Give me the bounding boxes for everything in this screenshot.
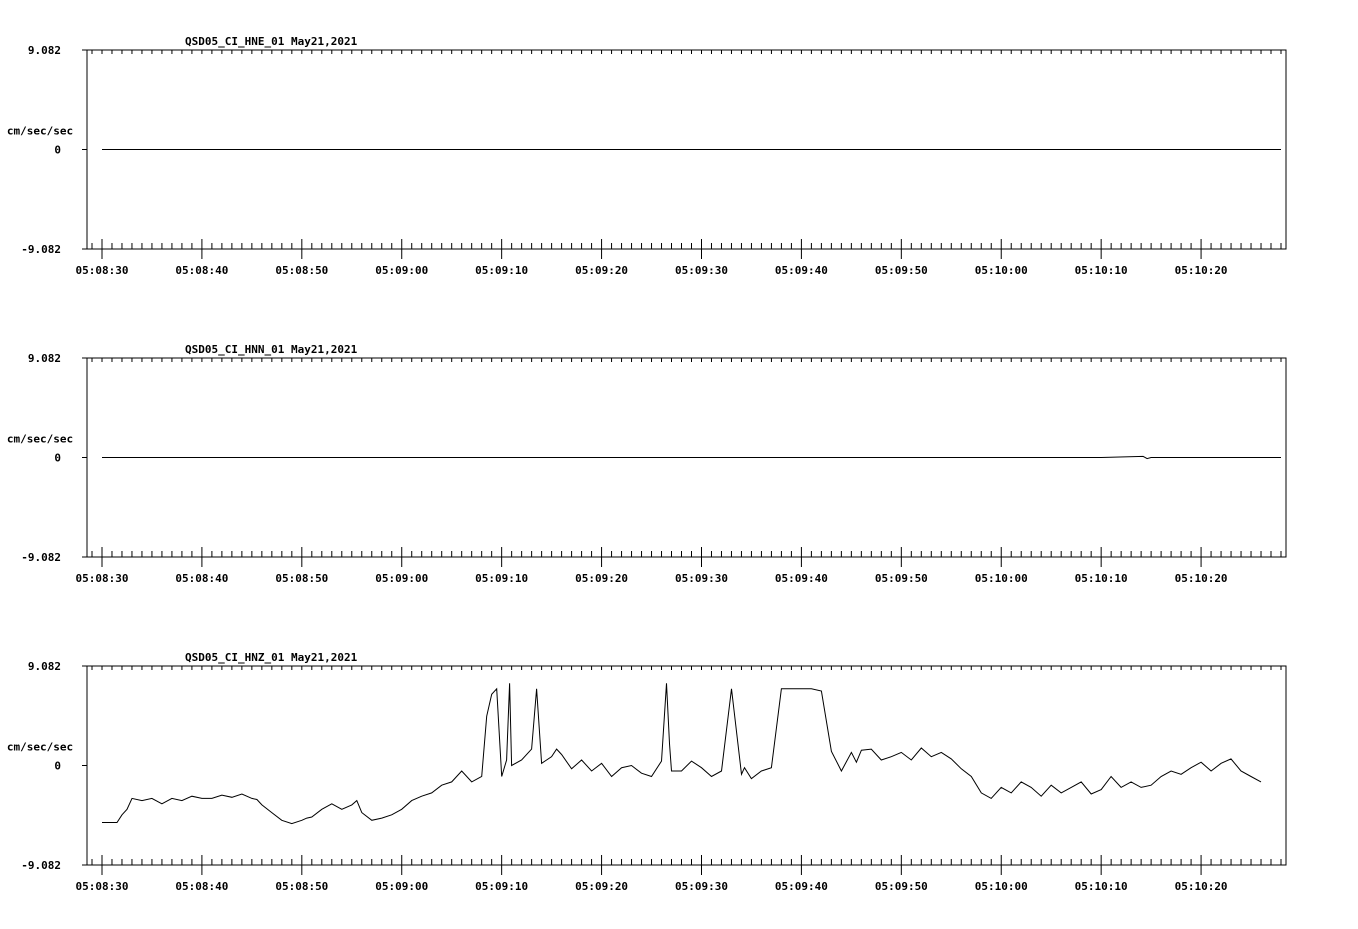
x-tick-label: 05:09:30 xyxy=(674,880,728,893)
x-tick-label: 05:10:10 xyxy=(1074,572,1128,585)
x-tick-label: 05:08:40 xyxy=(175,880,229,893)
y-tick-label: -9.082 xyxy=(21,243,61,256)
x-tick-label: 05:10:10 xyxy=(1074,880,1128,893)
y-tick-label: 0 xyxy=(54,143,61,157)
x-tick-label: 05:08:40 xyxy=(175,572,229,585)
x-tick-label: 05:10:00 xyxy=(974,572,1028,585)
x-tick-label: 05:09:20 xyxy=(575,264,629,277)
x-tick-label: 05:09:50 xyxy=(874,572,928,585)
chart-title: QSD05_CI_HNE_01 May21,2021 xyxy=(185,35,358,48)
y-tick-label: -9.082 xyxy=(21,551,61,564)
x-tick-label: 05:08:50 xyxy=(275,264,329,277)
x-tick-label: 05:09:10 xyxy=(475,264,529,277)
x-tick-label: 05:09:00 xyxy=(375,880,429,893)
y-axis-label: cm/sec/sec xyxy=(6,432,74,446)
x-tick-label: 05:09:50 xyxy=(874,264,928,277)
x-tick-label: 05:10:00 xyxy=(974,264,1028,277)
y-tick-label: 0 xyxy=(54,759,61,773)
x-tick-label: 05:09:40 xyxy=(774,880,828,893)
y-axis-label: cm/sec/sec xyxy=(6,124,74,138)
x-tick-label: 05:09:20 xyxy=(575,880,629,893)
x-tick-label: 05:08:30 xyxy=(75,880,129,893)
x-tick-label: 05:10:20 xyxy=(1174,880,1228,893)
y-axis-label: cm/sec/sec xyxy=(6,740,74,754)
x-tick-label: 05:08:50 xyxy=(275,572,329,585)
y-tick-label: 9.082 xyxy=(27,660,61,673)
x-tick-label: 05:08:50 xyxy=(275,880,329,893)
x-tick-label: 05:09:40 xyxy=(774,264,828,277)
x-tick-label: 05:09:00 xyxy=(375,572,429,585)
y-tick-label: 9.082 xyxy=(27,352,61,365)
x-tick-label: 05:10:20 xyxy=(1174,572,1228,585)
x-tick-label: 05:09:40 xyxy=(774,572,828,585)
x-tick-label: 05:09:30 xyxy=(674,572,728,585)
x-tick-label: 05:09:10 xyxy=(475,880,529,893)
x-tick-label: 05:10:00 xyxy=(974,880,1028,893)
x-tick-label: 05:09:30 xyxy=(674,264,728,277)
x-tick-label: 05:09:10 xyxy=(475,572,529,585)
x-tick-label: 05:08:30 xyxy=(75,264,129,277)
y-tick-label: 9.082 xyxy=(27,44,61,57)
chart-title: QSD05_CI_HNN_01 May21,2021 xyxy=(185,343,358,356)
x-tick-label: 05:09:00 xyxy=(375,264,429,277)
x-tick-label: 05:10:10 xyxy=(1074,264,1128,277)
x-tick-label: 05:09:50 xyxy=(874,880,928,893)
x-tick-label: 05:10:20 xyxy=(1174,264,1228,277)
chart-title: QSD05_CI_HNZ_01 May21,2021 xyxy=(185,651,358,664)
trace-line xyxy=(102,456,1281,458)
y-tick-label: -9.082 xyxy=(21,859,61,872)
y-tick-label: 0 xyxy=(54,451,61,465)
x-tick-label: 05:09:20 xyxy=(575,572,629,585)
x-tick-label: 05:08:40 xyxy=(175,264,229,277)
trace-line xyxy=(102,683,1261,823)
x-tick-label: 05:08:30 xyxy=(75,572,129,585)
